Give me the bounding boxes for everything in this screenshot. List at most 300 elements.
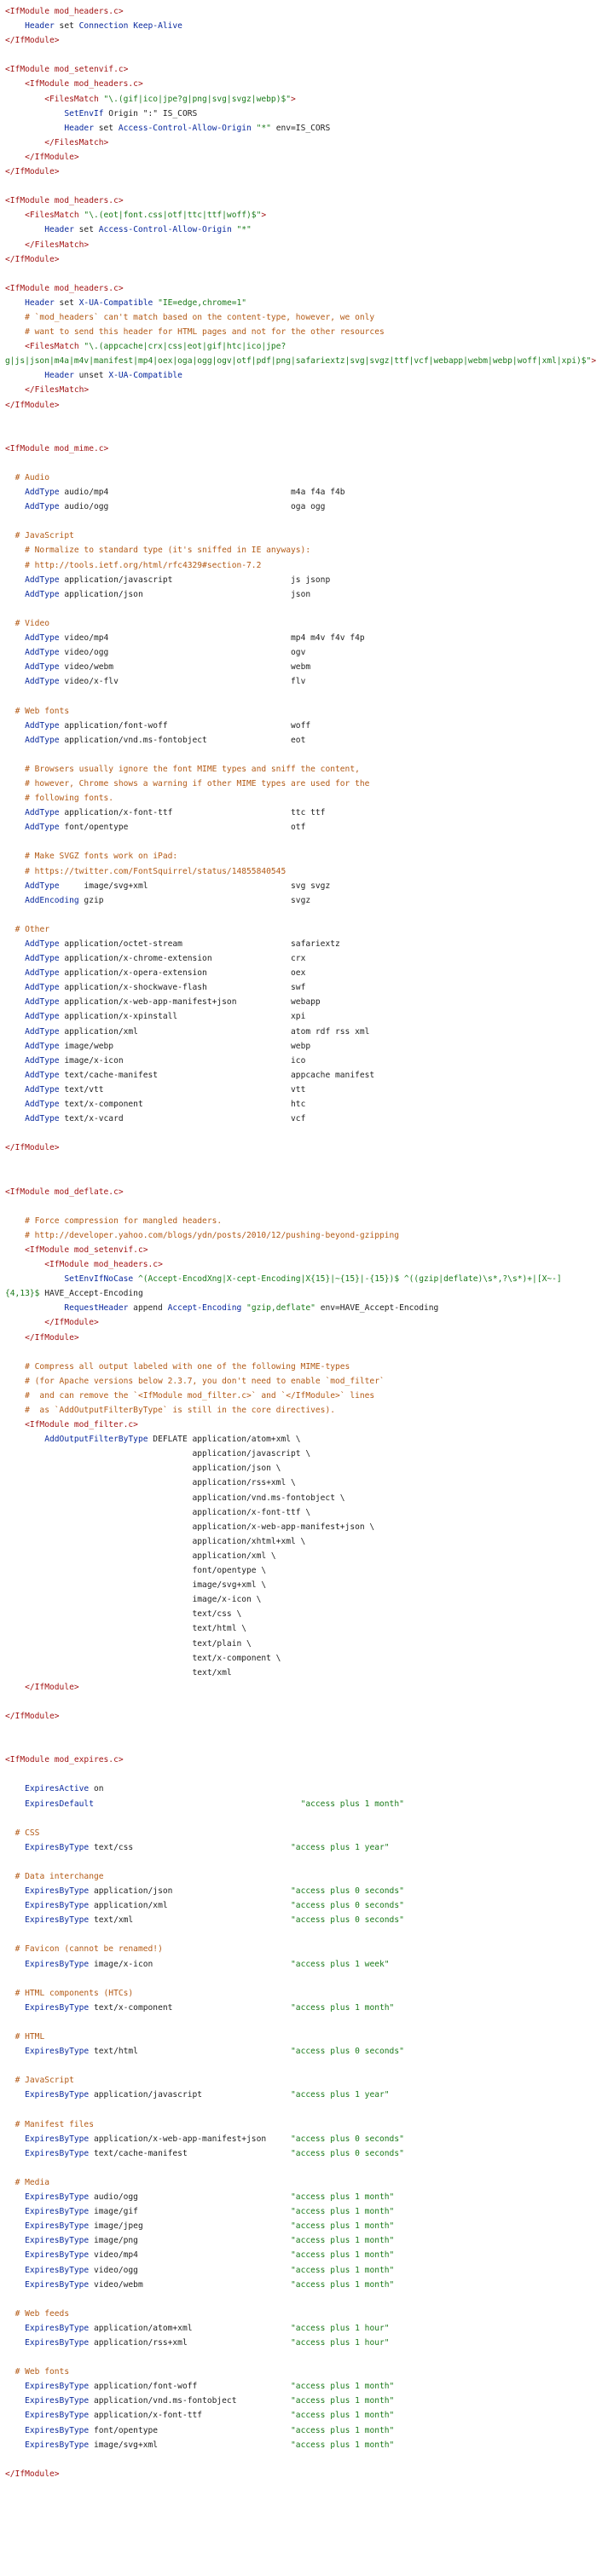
- comment-text: # (for Apache versions below 2.3.7, you don't need to enable `mod_filter`: [25, 1376, 385, 1386]
- comment-text: # Compress all output labeled with one of the following MIME-types: [25, 1361, 350, 1372]
- keyword: Header: [44, 225, 74, 235]
- code-line: [0, 995, 602, 1009]
- plain-text: [5, 2032, 15, 2042]
- keyword: SetEnvIfNoCase: [64, 1274, 134, 1285]
- plain-text: text/vtt vtt: [59, 1084, 306, 1095]
- code-line: [0, 442, 602, 456]
- directive-tag: <IfModule mod_expires.c>: [5, 1755, 124, 1765]
- plain-text: application/font-woff woff: [59, 720, 311, 731]
- plain-text: video/webm: [89, 2279, 292, 2290]
- string-literal: "IE=edge,chrome=1": [158, 297, 247, 308]
- code-line: [0, 573, 602, 587]
- code-line: [0, 762, 602, 777]
- directive-tag: </FilesMatch>: [44, 137, 109, 147]
- string-literal: "access plus 1 week": [291, 1959, 390, 1969]
- directive-tag: <FilesMatch: [44, 94, 104, 104]
- plain-text: [5, 779, 25, 788]
- code-line: [0, 456, 602, 471]
- plain-text: [5, 2426, 25, 2435]
- string-literal: "*": [236, 225, 252, 235]
- code-line: [0, 296, 602, 310]
- plain-text: [5, 79, 25, 89]
- code-line: [0, 2233, 602, 2248]
- code-line: [0, 339, 602, 354]
- keyword: ExpiresDefault: [25, 1799, 94, 1809]
- string-literal: "access plus 1 month": [291, 2236, 395, 2246]
- string-literal: {4,13}$: [5, 1289, 40, 1299]
- plain-text: [5, 531, 15, 540]
- code-line: [0, 1505, 602, 1520]
- plain-text: text/x-vcard vcf: [59, 1114, 306, 1124]
- code-line: [0, 1228, 602, 1243]
- keyword: AddType: [25, 1026, 60, 1037]
- code-line: [0, 1666, 602, 1680]
- code-line: [0, 2088, 602, 2102]
- plain-text: [5, 21, 25, 31]
- keyword: Connection: [78, 21, 129, 32]
- plain-text: [5, 124, 64, 133]
- plain-text: application/x-web-app-manifest+json webapp: [59, 997, 321, 1008]
- directive-tag: <FilesMatch: [25, 342, 84, 352]
- string-literal: "access plus 1 month": [291, 2425, 395, 2435]
- code-line: [0, 1520, 602, 1534]
- plain-text: [5, 473, 15, 482]
- code-line: [0, 893, 602, 908]
- string-literal: "access plus 1 month": [291, 2440, 395, 2450]
- code-line: [0, 471, 602, 485]
- code-line: [0, 1403, 602, 1418]
- plain-text: [5, 881, 25, 891]
- comment-text: # want to send this header for HTML pages and not for the other resources: [25, 327, 385, 338]
- plain-text: text/html \: [5, 1624, 247, 1634]
- code-line: [0, 427, 602, 442]
- directive-tag: </IfModule>: [5, 254, 60, 264]
- plain-text: [5, 342, 25, 351]
- comment-text: # Make SVGZ fonts work on iPad:: [25, 852, 178, 862]
- keyword: AddType: [25, 939, 60, 949]
- code-line: [0, 719, 602, 733]
- code-line: [0, 121, 602, 136]
- string-literal: g|js|json|m4a|m4v|manifest|mp4|oex|oga|ogg|ogv|otf|pdf|png|safariextz|svg|svgz|ttf|vcf|webapp|webm|webp|woff|xml|xpi)$": [5, 356, 592, 367]
- string-literal: "access plus 1 month": [291, 2250, 395, 2261]
- plain-text: application/json \: [5, 1464, 281, 1474]
- directive-tag: <IfModule mod_headers.c>: [25, 79, 143, 90]
- plain-text: [5, 2396, 25, 2406]
- code-line: [0, 1767, 602, 1782]
- directive-tag: <IfModule mod_mime.c>: [5, 443, 109, 453]
- string-literal: "gzip,deflate": [246, 1303, 315, 1314]
- plain-text: [5, 867, 25, 876]
- code-line: [0, 514, 602, 528]
- plain-text: image/webp webp: [59, 1041, 311, 1051]
- keyword: AddType: [25, 1100, 60, 1110]
- plain-text: set: [93, 123, 119, 133]
- plain-text: image/x-icon: [89, 1959, 292, 1969]
- plain-text: [5, 1683, 25, 1692]
- directive-tag: <FilesMatch: [25, 211, 84, 221]
- code-line: [0, 587, 602, 602]
- comment-text: # following fonts.: [25, 794, 114, 804]
- keyword: AddType: [25, 720, 60, 731]
- code-line: [0, 1214, 602, 1228]
- string-literal: "access plus 1 month": [291, 2382, 395, 2392]
- code-line: [0, 1840, 602, 1855]
- plain-text: video/mp4: [89, 2250, 292, 2261]
- plain-text: [5, 2047, 25, 2056]
- keyword: AddType: [25, 575, 60, 585]
- code-line: [0, 1301, 602, 1315]
- code-line: [0, 383, 602, 397]
- plain-text: application/x-font-ttf \: [5, 1507, 311, 1517]
- code-line: [0, 1360, 602, 1374]
- plain-text: image/gif: [89, 2207, 292, 2217]
- plain-text: application/vnd.ms-fontobject: [89, 2396, 292, 2406]
- plain-text: [5, 808, 25, 817]
- code-line: [0, 777, 602, 791]
- keyword: ExpiresByType: [25, 2047, 90, 2057]
- directive-tag: <IfModule mod_setenvif.c>: [25, 1245, 148, 1255]
- plain-text: [5, 2440, 25, 2450]
- directive-tag: </FilesMatch>: [25, 240, 90, 250]
- plain-text: [5, 2309, 15, 2319]
- keyword: AddType: [25, 1041, 60, 1051]
- code-line: [0, 2350, 602, 2365]
- keyword: AddOutputFilterByType: [44, 1435, 148, 1445]
- keyword: AddType: [25, 881, 60, 891]
- keyword: ExpiresByType: [25, 1901, 90, 1911]
- code-line: [0, 689, 602, 703]
- plain-text: [5, 1042, 25, 1051]
- string-literal: ^(Accept-EncodXng|X-cept-Encoding|X{15}|~{15}|-{15})$ ^((gzip|deflate)\s*,?\s*)+|[X~-]: [137, 1274, 562, 1285]
- plain-text: [5, 736, 25, 745]
- plain-text: application/x-font-ttf: [89, 2411, 292, 2421]
- string-literal: "access plus 1 month": [291, 2396, 395, 2406]
- code-line: [0, 2175, 602, 2190]
- code-line: [0, 1083, 602, 1097]
- code-line: [0, 908, 602, 922]
- directive-tag: <IfModule mod_headers.c>: [5, 196, 124, 206]
- keyword: RequestHeader: [64, 1303, 129, 1314]
- keyword: Header: [25, 297, 55, 308]
- code-line: [0, 864, 602, 879]
- string-literal: "access plus 1 month": [291, 2221, 395, 2232]
- code-line: [0, 1695, 602, 1709]
- plain-text: [5, 1391, 25, 1401]
- plain-text: video/ogg ogv: [59, 648, 306, 658]
- plain-text: [5, 1989, 15, 1998]
- comment-text: # CSS: [14, 1828, 40, 1838]
- plain-text: [5, 1245, 25, 1255]
- plain-text: [5, 1420, 25, 1430]
- code-line: [0, 1549, 602, 1563]
- code-line: [0, 2379, 602, 2394]
- keyword: ExpiresByType: [25, 2002, 90, 2013]
- code-line: [0, 2248, 602, 2262]
- plain-text: [5, 240, 25, 250]
- plain-text: [94, 1799, 301, 1809]
- plain-text: image/svg+xml \: [5, 1580, 267, 1591]
- code-line: [0, 1957, 602, 1972]
- plain-text: [5, 1915, 25, 1925]
- plain-text: [5, 2266, 25, 2275]
- plain-text: image/jpeg: [89, 2221, 292, 2232]
- code-line: [0, 1097, 602, 1112]
- plain-text: application/font-woff: [89, 2382, 292, 2392]
- code-line: [0, 150, 602, 165]
- plain-text: font/opentype otf: [59, 823, 306, 833]
- plain-text: [5, 2207, 25, 2216]
- keyword: X-UA-Compatible: [78, 297, 153, 308]
- plain-text: [5, 1056, 25, 1066]
- string-literal: "access plus 0 seconds": [291, 2134, 404, 2144]
- keyword: AddType: [25, 735, 60, 745]
- keyword: AddType: [25, 808, 60, 818]
- code-line: [0, 2408, 602, 2423]
- directive-tag: </IfModule>: [5, 1711, 60, 1721]
- keyword: ExpiresByType: [25, 1886, 90, 1897]
- directive-tag: >: [591, 356, 597, 367]
- keyword: AddType: [25, 677, 60, 687]
- plain-text: [5, 1100, 25, 1109]
- code-line: [0, 806, 602, 820]
- plain-text: env=IS_CORS: [270, 123, 331, 133]
- plain-text: [5, 983, 25, 992]
- plain-text: [5, 2178, 15, 2187]
- comment-text: # JavaScript: [14, 531, 74, 541]
- code-line: [0, 1972, 602, 1986]
- string-literal: "access plus 1 hour": [291, 2338, 390, 2348]
- directive-tag: </FilesMatch>: [25, 385, 90, 396]
- keyword: AddType: [25, 1055, 60, 1066]
- code-line: [0, 136, 602, 150]
- plain-text: [5, 313, 25, 322]
- plain-text: audio/ogg oga ogg: [59, 502, 326, 512]
- code-line: [0, 325, 602, 339]
- code-line: [0, 2073, 602, 2088]
- code-line: [0, 1927, 602, 1942]
- code-line: [0, 1855, 602, 1869]
- plain-text: [5, 153, 25, 162]
- code-line: [0, 62, 602, 77]
- plain-text: [5, 2090, 25, 2099]
- keyword: AddType: [25, 1084, 60, 1095]
- keyword: ExpiresByType: [25, 2382, 90, 2392]
- string-literal: "access plus 1 month": [291, 2265, 395, 2275]
- string-literal: "access plus 0 seconds": [291, 1915, 404, 1926]
- plain-text: [5, 765, 25, 774]
- plain-text: font/opentype: [89, 2425, 292, 2435]
- plain-text: [5, 633, 25, 643]
- keyword: AddType: [25, 997, 60, 1008]
- plain-text: [5, 385, 25, 395]
- keyword: AddType: [25, 983, 60, 993]
- directive-tag: >: [261, 211, 267, 221]
- plain-text: [5, 488, 25, 497]
- keyword: ExpiresByType: [25, 2148, 90, 2158]
- directive-tag: >: [291, 94, 296, 104]
- code-line: [0, 252, 602, 267]
- directive-tag: <IfModule mod_headers.c>: [5, 7, 124, 16]
- code-line: [0, 2030, 602, 2044]
- plain-text: append: [128, 1303, 168, 1314]
- comment-text: # Video: [14, 618, 49, 628]
- code-line: [0, 310, 602, 325]
- keyword: AddType: [25, 954, 60, 964]
- plain-text: [5, 2236, 25, 2245]
- keyword: AddType: [25, 968, 60, 979]
- plain-text: [5, 1944, 15, 1954]
- plain-text: set: [54, 21, 79, 32]
- directive-tag: <IfModule mod_deflate.c>: [5, 1187, 124, 1197]
- code-line: [0, 645, 602, 660]
- code-line: [0, 1826, 602, 1840]
- plain-text: [5, 2280, 25, 2290]
- keyword: Access-Control-Allow-Origin: [98, 225, 232, 235]
- code-line: [0, 2423, 602, 2438]
- code-line: [0, 1898, 602, 1913]
- code-line: [0, 951, 602, 966]
- keyword: ExpiresByType: [25, 2250, 90, 2261]
- directive-tag: </IfModule>: [5, 400, 60, 410]
- keyword: ExpiresByType: [25, 2265, 90, 2275]
- keyword: AddType: [25, 589, 60, 599]
- code-line: [0, 1199, 602, 1214]
- code-line: [0, 2438, 602, 2452]
- plain-text: [5, 95, 44, 104]
- code-line: [0, 1738, 602, 1753]
- plain-text: [5, 939, 25, 949]
- plain-text: [5, 662, 25, 672]
- code-line: [0, 1913, 602, 1927]
- plain-text: [5, 502, 25, 511]
- plain-text: [5, 1260, 44, 1269]
- code-line: [0, 1374, 602, 1389]
- plain-text: [5, 1071, 25, 1080]
- plain-text: text/html: [89, 2047, 292, 2057]
- comment-text: # Web fonts: [14, 2367, 70, 2377]
- keyword: AddType: [25, 1012, 60, 1022]
- plain-text: application/x-chrome-extension crx: [59, 954, 306, 964]
- plain-text: [5, 2250, 25, 2260]
- code-line: [0, 1009, 602, 1024]
- string-literal: "access plus 1 month": [291, 2002, 395, 2013]
- plain-text: [5, 2134, 25, 2144]
- code-line: [0, 1345, 602, 1360]
- code-line: [0, 2103, 602, 2117]
- code-line: [0, 1170, 602, 1185]
- plain-text: [5, 1901, 25, 1910]
- keyword: ExpiresByType: [25, 2425, 90, 2435]
- code-line: [0, 1637, 602, 1651]
- code-line: [0, 2044, 602, 2059]
- code-line: [0, 748, 602, 762]
- plain-text: [5, 1843, 25, 1852]
- keyword: Header: [25, 21, 55, 32]
- keyword: AddType: [25, 648, 60, 658]
- plain-text: DEFLATE application/atom+xml \: [148, 1435, 301, 1445]
- comment-text: # JavaScript: [14, 2076, 74, 2086]
- code-line: [0, 1112, 602, 1126]
- plain-text: [5, 968, 25, 978]
- keyword: AddType: [25, 662, 60, 673]
- plain-text: [5, 1872, 15, 1881]
- code-line: [0, 1068, 602, 1083]
- code-line: [0, 1243, 602, 1257]
- plain-text: [5, 138, 44, 147]
- keyword: ExpiresByType: [25, 2279, 90, 2290]
- keyword: Header: [44, 371, 74, 381]
- code-line: [0, 660, 602, 674]
- plain-text: application/vnd.ms-fontobject eot: [59, 735, 306, 745]
- directive-tag: </IfModule>: [25, 152, 79, 162]
- code-line: [0, 267, 602, 281]
- plain-text: [5, 1216, 25, 1226]
- plain-text: application/x-web-app-manifest+json \: [5, 1522, 375, 1532]
- plain-text: [5, 2149, 25, 2158]
- comment-text: # Media: [14, 2177, 49, 2187]
- plain-text: [5, 648, 25, 657]
- plain-text: video/x-flv flv: [59, 677, 306, 687]
- code-line: [0, 1578, 602, 1592]
- keyword: AddType: [25, 1114, 60, 1124]
- directive-tag: </IfModule>: [25, 1332, 79, 1343]
- code-line: [0, 1126, 602, 1141]
- code-line: [0, 1621, 602, 1636]
- code-line: [0, 1811, 602, 1826]
- code-line: [0, 1651, 602, 1666]
- directive-tag: </IfModule>: [44, 1318, 99, 1328]
- keyword: Accept-Encoding: [167, 1303, 242, 1314]
- plain-text: application/x-web-app-manifest+json: [89, 2134, 292, 2144]
- string-literal: "access plus 0 seconds": [291, 1901, 404, 1911]
- code-line: [0, 1592, 602, 1607]
- directive-tag: </IfModule>: [5, 36, 60, 46]
- plain-text: video/ogg: [89, 2265, 292, 2275]
- plain-text: [5, 1784, 25, 1793]
- code-line: [0, 2161, 602, 2175]
- plain-text: font/opentype \: [5, 1566, 267, 1576]
- keyword: AddType: [25, 823, 60, 833]
- code-line: [0, 602, 602, 616]
- code-line: [0, 1447, 602, 1461]
- code-line: [0, 354, 602, 368]
- code-line: [0, 179, 602, 193]
- directive-tag: <IfModule mod_filter.c>: [25, 1420, 138, 1430]
- directive-tag: </IfModule>: [5, 1143, 60, 1153]
- plain-text: set: [54, 297, 79, 308]
- keyword: Keep-Alive: [133, 21, 182, 32]
- code-line: [0, 1418, 602, 1432]
- code-line: [0, 937, 602, 951]
- plain-text: application/x-xpinstall xpi: [59, 1012, 306, 1022]
- plain-text: [5, 2382, 25, 2391]
- code-line: [0, 485, 602, 500]
- code-line: [0, 2394, 602, 2408]
- plain-text: text/cache-manifest appcache manifest: [59, 1070, 375, 1080]
- comment-text: # `mod_headers` can't match based on the content-type, however, we only: [25, 312, 375, 322]
- code-line: [0, 1257, 602, 1272]
- code-line: [0, 2278, 602, 2292]
- keyword: X-UA-Compatible: [108, 371, 182, 381]
- plain-text: [5, 371, 44, 380]
- comment-text: # as `AddOutputFilterByType` is still in the core directives).: [25, 1406, 335, 1415]
- plain-text: text/x-component htc: [59, 1100, 306, 1110]
- comment-text: # Normalize to standard type (it's sniffed in IE anyways):: [25, 546, 311, 556]
- code-line: [0, 398, 602, 413]
- plain-text: [5, 794, 25, 803]
- plain-text: [5, 327, 25, 337]
- code-line: [0, 1797, 602, 1811]
